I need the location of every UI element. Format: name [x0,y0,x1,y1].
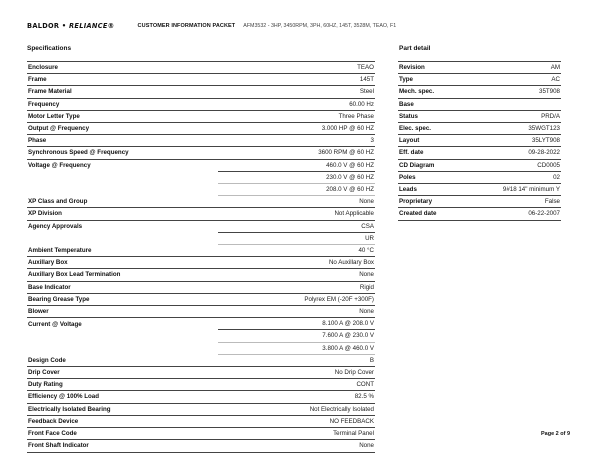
spec-row [27,269,375,281]
document-title: CUSTOMER INFORMATION PACKET [137,23,236,29]
part-row [398,184,561,196]
spec-row [27,293,375,305]
spec-label: Enclosure [27,62,218,74]
part-row [398,86,561,98]
part-row [398,123,561,135]
spec-label: Feedback Device [27,415,218,427]
part-detail-table [398,61,561,221]
spec-value: 8.100 A @ 208.0 V [218,318,375,330]
logo-right-text: RELIANCE [69,22,108,30]
spec-row [27,245,375,257]
spec-value: UR [218,232,375,244]
spec-value: 60.00 Hz [218,98,375,110]
part-value: AC [480,74,562,86]
spec-label: Auxillary Box [27,257,218,269]
spec-row [27,391,375,403]
spec-row [27,74,375,86]
spec-row [27,232,375,244]
spec-label: Output @ Frequency [27,123,218,135]
spec-row [27,147,375,159]
specifications-table [27,61,375,453]
spec-label: Efficiency @ 100% Load [27,391,218,403]
spec-label: Motor Letter Type [27,110,218,122]
spec-value: 40 °C [218,245,375,257]
spec-label: Agency Approvals [28,222,83,230]
spec-value: Three Phase [218,110,375,122]
spec-row [27,330,375,342]
spec-value: 82.5 % [218,391,375,403]
part-row [398,62,561,74]
spec-row [27,318,375,330]
spec-value: CONT [218,379,375,391]
spec-row [27,257,375,269]
part-label: Created date [398,208,480,220]
part-label: Poles [398,171,480,183]
spec-value: Rigid [218,281,375,293]
spec-value: Terminal Panel [218,428,375,440]
spec-value: NO FEEDBACK [218,415,375,427]
spec-row [27,354,375,366]
spec-label [27,184,218,196]
spec-value: Polyrex EM (-20F +300F) [218,293,375,305]
specifications-heading: Specifications [27,45,72,52]
spec-value: None [218,306,375,318]
spec-label: XP Division [27,208,218,220]
spec-row [27,62,375,74]
page-number: Page 2 of 9 [541,431,571,437]
spec-label [27,171,218,183]
spec-value: 3.000 HP @ 60 HZ [218,123,375,135]
part-label: Status [398,110,480,122]
spec-value: TEAO [218,62,375,74]
part-row [398,171,561,183]
spec-row [27,171,375,183]
part-label: Elec. spec. [398,123,480,135]
spec-value: No Auxillary Box [218,257,375,269]
part-value: CD0005 [480,159,562,171]
spec-label: Phase [27,135,218,147]
spec-value: None [218,440,375,452]
spec-label: XP Class and Group [27,196,218,208]
spec-label: Duty Rating [27,379,218,391]
document-subtitle: AFM3532 - 3HP, 3450RPM, 3PH, 60HZ, 145T, 3528M, TEAO, F1 [243,23,397,29]
part-row [398,110,561,122]
spec-value: 3600 RPM @ 60 HZ [218,147,375,159]
spec-value: 460.0 V @ 60 HZ [218,159,375,171]
spec-label: Base Indicator [27,281,218,293]
part-value: AM [480,62,562,74]
spec-value: Not Electrically Isolated [218,403,375,415]
spec-label: Design Code [27,354,218,366]
part-value: 35T908 [480,86,562,98]
part-row [398,135,561,147]
part-row [398,147,561,159]
part-label: Type [398,74,480,86]
spec-label [27,330,218,342]
spec-value: None [218,196,375,208]
spec-row [27,110,375,122]
spec-row [27,208,375,220]
spec-label: Front Face Code [27,428,218,440]
spec-row [27,123,375,135]
part-value: 9#18 14" minimum Y [480,184,562,196]
spec-row [27,184,375,196]
part-label: Layout [398,135,480,147]
spec-value: None [218,269,375,281]
spec-value: No Drip Cover [218,367,375,379]
spec-label: Front Shaft Indicator [27,440,218,452]
part-value: 09-28-2022 [480,147,562,159]
spec-row [27,196,375,208]
part-label: Eff. date [398,147,480,159]
part-row [398,159,561,171]
spec-row [27,342,375,354]
page-header [27,21,396,31]
part-value: 06-22-2007 [480,208,562,220]
part-detail-heading: Part detail [399,45,431,52]
spec-row [27,367,375,379]
part-value: 35LYT908 [480,135,562,147]
spec-label: Bearing Grease Type [27,293,218,305]
spec-label: Blower [27,306,218,318]
spec-row [27,428,375,440]
spec-value: 3 [218,135,375,147]
spec-row [27,440,375,452]
spec-value: Not Applicable [218,208,375,220]
spec-label: Synchronous Speed @ Frequency [27,147,218,159]
spec-label: Frequency [27,98,218,110]
part-detail-table-body [398,62,561,221]
spec-label: Ambient Temperature [27,245,218,257]
spec-row [27,220,375,232]
spec-label: Auxillary Box Lead Termination [27,269,218,281]
spec-label: Drip Cover [27,367,218,379]
spec-label: Electrically Isolated Bearing [27,403,218,415]
spec-row [27,98,375,110]
part-value: False [480,196,562,208]
spec-label [27,342,218,354]
spec-value: 208.0 V @ 60 HZ [218,184,375,196]
part-label: Base [398,98,480,110]
brand-logo [27,22,115,30]
specifications-table-body [27,62,375,453]
spec-value: 3.800 A @ 460.0 V [218,342,375,354]
part-value: PRD/A [480,110,562,122]
part-row [398,74,561,86]
spec-label: Voltage @ Frequency [28,161,91,169]
spec-row [27,135,375,147]
spec-row [27,403,375,415]
spec-value: Steel [218,86,375,98]
spec-row [27,86,375,98]
spec-label [27,232,218,244]
spec-row [27,415,375,427]
part-label: Revision [398,62,480,74]
part-value [480,98,562,110]
part-label: Leads [398,184,480,196]
part-value: 35WGT123 [480,123,562,135]
spec-value: 7.600 A @ 230.0 V [218,330,375,342]
spec-value: B [218,354,375,366]
spec-row [27,281,375,293]
spec-row [27,159,375,171]
spec-value: CSA [218,220,375,232]
logo-registered-mark: ® [107,22,115,30]
part-row [398,196,561,208]
spec-label: Current @ Voltage [28,320,82,328]
part-row [398,98,561,110]
part-label: CD Diagram [398,159,480,171]
spec-label: Frame [27,74,218,86]
part-value: 02 [480,171,562,183]
spec-value: 145T [218,74,375,86]
part-label: Mech. spec. [398,86,480,98]
spec-label: Frame Material [27,86,218,98]
part-row [398,208,561,220]
spec-row [27,306,375,318]
part-label: Proprietary [398,196,480,208]
spec-row [27,379,375,391]
spec-value: 230.0 V @ 60 HZ [218,171,375,183]
logo-separator: • [61,22,67,30]
logo-left-text: BALDOR [27,22,60,30]
